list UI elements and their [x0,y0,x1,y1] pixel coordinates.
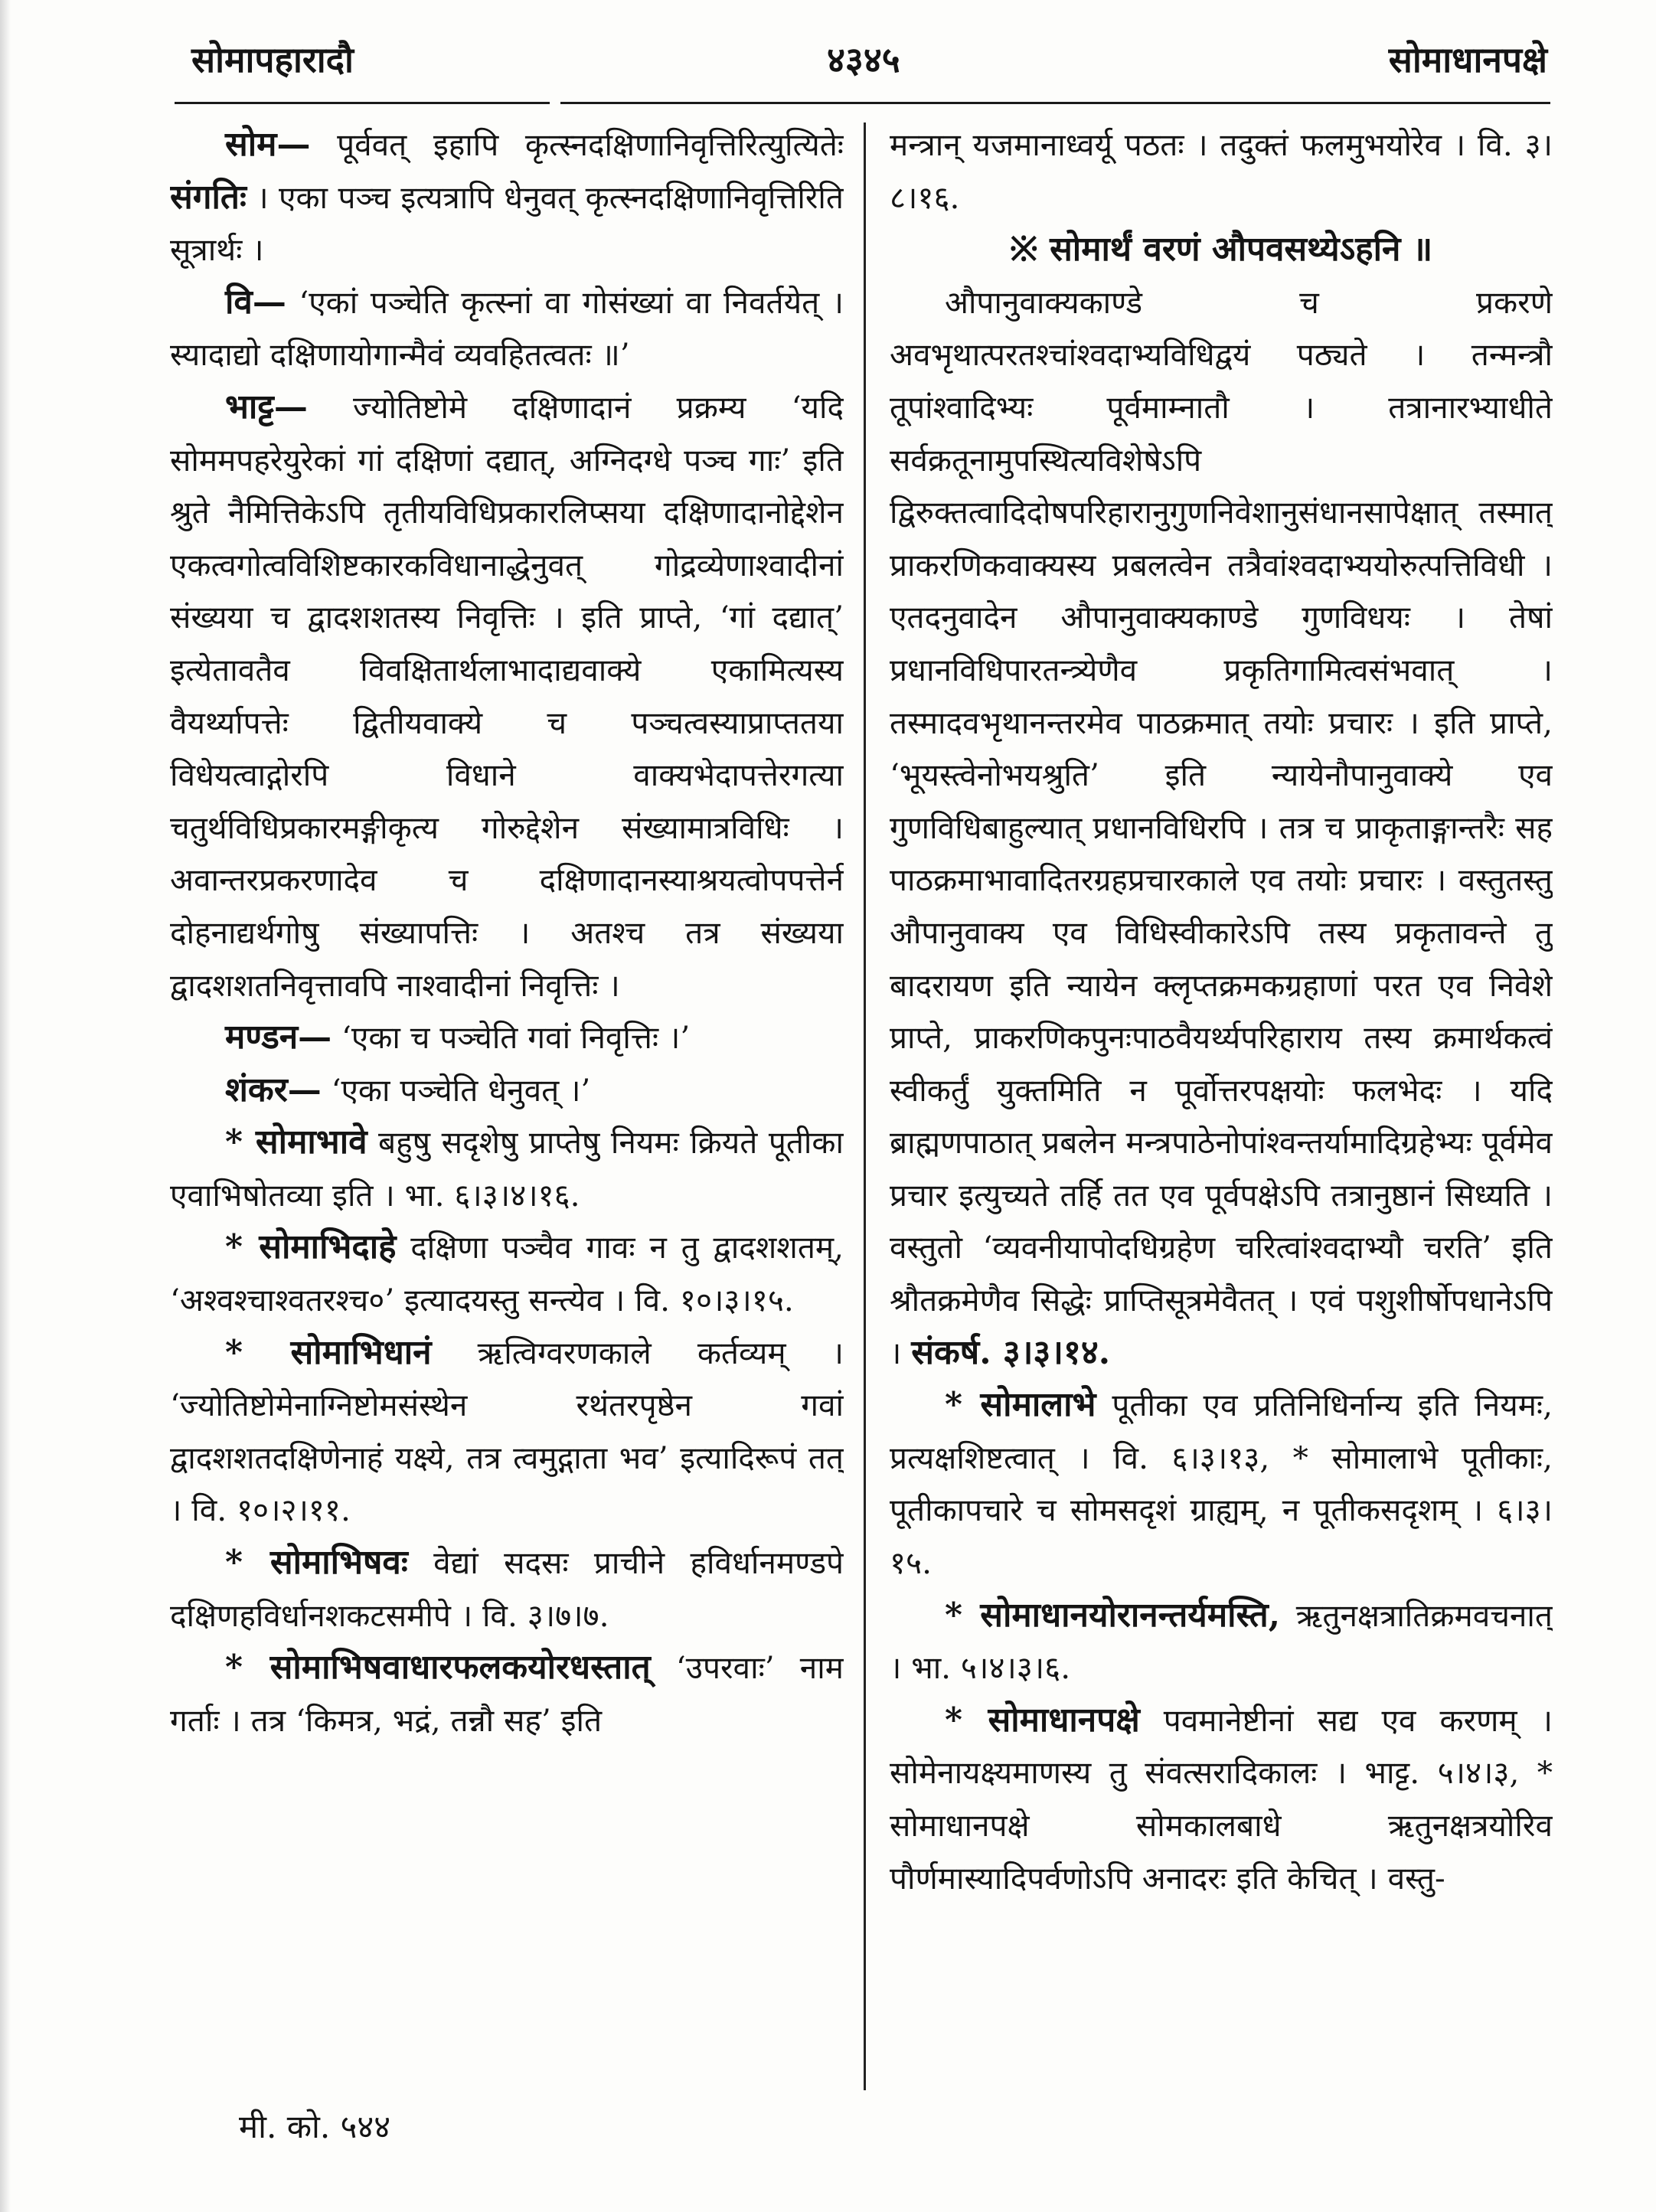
header-left-term: सोमापहारादौ [191,39,354,80]
header-rule [175,102,1550,104]
entry-text: ‘एकां पञ्चेति कृत्स्नां वा गोसंख्यां वा निवर्तयेत् । स्यादाद्यो दक्षिणायोगान्मैवं व्यवहितत्वतः ॥’ [170,283,844,374]
entry-term: * सोमाभिधानं [225,1332,432,1372]
entry-term: * सोमाधानयोरानन्तर्यमस्ति, [945,1595,1281,1635]
entry-text: ‘एका च पञ्चेति गवां निवृत्तिः ।’ [332,1019,691,1057]
entry-paragraph [170,381,844,1011]
right-column [890,119,1553,2094]
entry-text: मन्त्रान् यजमानाध्वर्यू पठतः । तदुक्तं फलमुभयोरेव । वि. ३।८।१६. [890,126,1553,216]
entry-term: * सोमाभिदाहे [225,1227,397,1267]
section-heading: ※ सोमार्थं वरणं औपवसथ्येऽहनि ॥ [1009,230,1433,270]
entry-paragraph [170,276,844,381]
entry-text: दक्षिणा पञ्चैव गावः न तु द्वादशशतम्, ‘अश्वश्चाश्वतरश्च०’ इत्यादयस्तु सन्त्येव । वि. १०।३।१५. [170,1229,844,1319]
entry-term: संकर्ष. ३।३।१४. [911,1332,1111,1372]
left-column [170,119,844,2094]
entry-text: ज्योतिष्टोमे दक्षिणादानं प्रक्रम्य ‘यदि सोममपहरेयुरेकां गां दक्षिणां दद्यात्, अग्निदग्धे पञ्च गाः’ इति श्रुते नैमित्तिकेऽपि तृतीयविधिप्रकारलिप्सया दक्षिणादानोद्देशेन एकत्वगोत्वविशिष्टकारकविधानाद्धेनुवत् गोद्रव्येणाश्वादीनां संख्यया च द्वादशशतस्य निवृत्तिः । इति प्राप्ते, ‘गां दद्यात्’ इत्येतावतैव विवक्षितार्थलाभादाद्यवाक्ये एकामित्यस्य वैयर्थ्यापत्तेः द्वितीयवाक्ये च पञ्चत्वस्याप्राप्ततया विधेयत्वाद्गोरपि विधाने वाक्यभेदापत्तेरगत्या चतुर्थविधिप्रकारमङ्गीकृत्य गोरुद्देशेन संख्यामात्रविधिः । अवान्तरप्रकरणादेव च दक्षिणादानस्याश्रयत्वोपपत्तेर्न दोहनाद्यर्थगोषु संख्यापत्तिः । अतश्च तत्र संख्यया द्वादशशतनिवृत्तावपि नाश्वादीनां निवृत्तिः । [170,388,844,1004]
entry-text: पूर्ववत् इहापि कृत्स्नदक्षिणानिवृत्तिरित्युत्यितेः [310,126,844,163]
entry-text: । एका पञ्च इत्यत्रापि धेनुवत् कृत्स्नदक्षिणानिवृत्तिरिति सूत्रार्थः । [170,178,844,269]
entry-paragraph [170,119,844,276]
entry-term: * सोमाधानपक्षे [945,1700,1140,1740]
footer-signature: मी. को. ५४४ [239,2108,391,2145]
column-divider [864,123,866,2090]
entry-paragraph [170,1221,844,1326]
entry-text: बहुषु सदृशेषु प्राप्तेषु नियमः क्रियते पूतीका एवाभिषोतव्या इति । भा. ६।३।४।१६. [170,1124,844,1214]
entry-paragraph [890,276,1553,1379]
entry-paragraph [170,1642,844,1746]
entry-term: शंकर— [225,1070,322,1109]
entry-text: ऋत्विग्वरणकाले कर्तव्यम् । ‘ज्योतिष्टोमेनाग्निष्टोमसंस्थेन रथंतरपृष्ठेन गवां द्वादशशतदक्षिणेनाहं यक्ष्ये, तत्र त्वमुद्गाता भव’ इत्यादिरूपं तत् । वि. १०।२।११. [170,1334,844,1529]
entry-paragraph [890,1590,1553,1694]
entry-paragraph [890,1379,1553,1589]
entry-paragraph [890,119,1553,224]
header-rule-gap [550,98,560,107]
entry-text: वेद्यां सदसः प्राचीने हविर्धानमण्डपे दक्षिणहविर्धानशकटसमीपे । वि. ३।७।७. [170,1544,844,1634]
entry-paragraph [170,1327,844,1537]
entry-text: ऋतुनक्षत्रातिक्रमवचनात् । भा. ५।४।३।६. [890,1596,1553,1687]
entry-term: * सोमाभिषवाधारफलकयोरधस्तात् [225,1648,651,1688]
entry-term: संगतिः [170,177,247,217]
entry-paragraph [170,1537,844,1642]
entry-term: भाट्ट— [225,387,308,426]
entry-text: ‘एका पञ्चेति धेनुवत् ।’ [321,1071,591,1109]
entry-paragraph [170,1011,844,1064]
page-number: ४३४५ [827,39,900,80]
entry-text: पूतीका एव प्रतिनिधिर्नान्य इति नियमः, प्रत्यक्षशिष्टत्वात् । वि. ६।३।१३, * सोमालाभे पूतीकाः, पूतीकापचारे च सोमसदृशं ग्राह्यम्, न पूतीकसदृशम् । ६।३।१५. [890,1387,1553,1582]
entry-term: सोम— [225,125,311,164]
page-scan-edge [0,0,11,2212]
entry-text: पवमानेष्टीनां सद्य एव करणम् । सोमेनायक्ष्यमाणस्य तु संवत्सरादिकालः । भाट्ट. ५।४।३, * सोमाधानपक्षे सोमकालबाधे ऋतुनक्षत्रयोरिव पौर्णमास्यादिपर्वणोऽपि अनादरः इति केचित् । वस्तु- [890,1701,1553,1897]
entry-term: * सोमाभावे [225,1122,367,1162]
entry-term: * सोमाभिषवः [225,1543,408,1583]
entry-term: * सोमालाभे [945,1385,1096,1425]
entry-text: औपानुवाक्यकाण्डे च प्रकरणे अवभृथात्परतश्चांश्वदाभ्यविधिद्वयं पठ्यते । तन्मन्त्रौ तूपांश्वादिभ्यः पूर्वमाम्नातौ । तत्रानारभ्याधीते सर्वक्रतूनामुपस्थित्यविशेषेऽपि द्विरुक्तत्वादिदोषपरिहारानुगुणनिवेशानुसंधानसापेक्षात् तस्मात् प्राकरणिकवाक्यस्य प्रबलत्वेन तत्रैवांश्वदाभ्ययोरुत्पत्तिविधी । एतदनुवादेन औपानुवाक्यकाण्डे गुणविधयः । तेषां प्रधानविधिपारतन्त्र्येणैव प्रकृतिगामित्वसंभवात् । तस्मादवभृथानन्तरमेव पाठक्रमात् तयोः प्रचारः । इति प्राप्ते, ‘भूयस्त्वेनोभयश्रुति’ इति न्यायेनौपानुवाक्ये एव गुणविधिबाहुल्यात् प्रधानविधिरपि । तत्र च प्राकृताङ्गान्तरैः सह पाठक्रमाभावादितरग्रहप्रचारकाले एव तयोः प्रचारः । वस्तुतस्तु औपानुवाक्य एव विधिस्वीकारेऽपि तस्य प्रकृतावन्ते तु बादरायण इति न्यायेन क्लृप्तक्रमकग्रहाणां परत एव निवेशे प्राप्ते, प्राकरणिकपुनःपाठवैयर्थ्यपरिहाराय तस्य क्रमार्थकत्वं स्वीकर्तुं युक्तमिति न पूर्वोत्तरपक्षयोः फलभेदः । यदि ब्राह्मणपाठात् प्रबलेन मन्त्रपाठेनोपांश्वन्तर्यामादिग्रहेभ्यः पूर्वमेव प्रचार इत्युच्यते तर्हि तत एव पूर्वपक्षेऽपि तत्रानुष्ठानं सिध्यति । वस्तुतो ‘व्यवनीयापोदधिग्रहेण चरित्वांश्वदाभ्यौ चरति’ इति श्रौतक्रमेणैव सिद्धेः प्राप्तिसूत्रमेवैतत् । एवं पशुशीर्षोपधानेऽपि । [890,283,1553,1371]
entry-paragraph [170,1064,844,1117]
entry-text: ‘उपरवाः’ नाम गर्ताः । तत्र ‘किमत्र, भद्रं, तन्नौ सह’ इति [170,1649,844,1739]
entry-paragraph [890,1694,1553,1904]
header-right-term: सोमाधानपक्षे [1388,39,1547,80]
entry-term: वि— [225,282,286,322]
entry-paragraph [170,1116,844,1221]
running-header [0,31,1656,84]
entry-term: मण्डन— [225,1018,332,1057]
